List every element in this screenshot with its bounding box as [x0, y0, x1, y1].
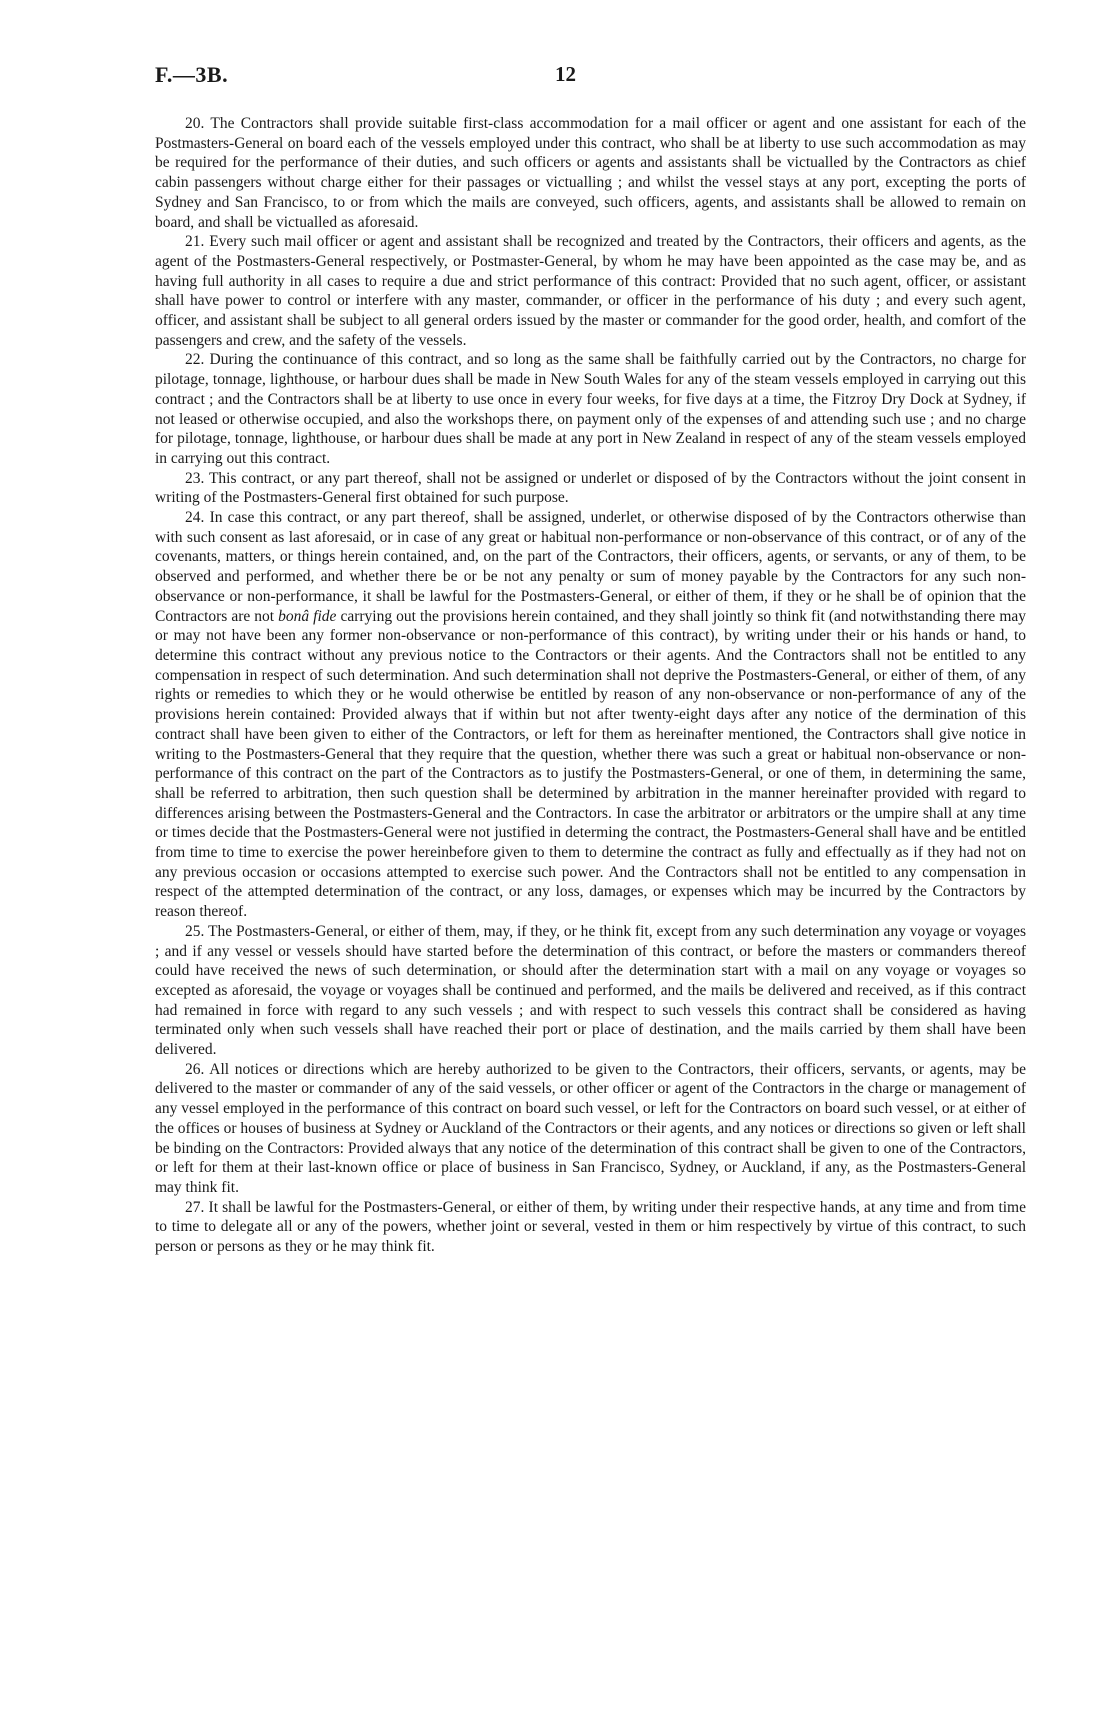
clause-21 — [155, 232, 1026, 350]
clause-20 — [155, 114, 1026, 232]
clause-23 — [155, 469, 1026, 508]
clause-text: The Contractors shall provide suitable first-class accommodation for a mail officer or agent and one assistant for each of the Postmasters-General on board each of the vessels employed under this contract, who shall be at liberty to use such accommodation as may be required for the performance of their duties, and such officers or agents and assistants shall be victualled by the Contractors as chief cabin passengers without charge either for their passages or victualling ; and whilst the vessel stays at any port, excepting the ports of Sydney and San Francisco, to or from which the mails are conveyed, such officers, agents, and assistants shall be allowed to remain on board, and shall be victualled as aforesaid. — [155, 115, 1026, 231]
document-reference: F.—3B. — [155, 62, 229, 87]
document-body — [155, 114, 1026, 1257]
clause-number: 24. — [185, 509, 205, 527]
page-header — [155, 58, 1026, 96]
clause-number: 27. — [185, 1198, 205, 1216]
clause-text-part-2: carrying out the provisions herein contained, and they shall jointly so think fit (and notwithstanding there may or may not have been any former non-observance or non-performance of this contract), by writing under their or his hands or hand, to determine this contract without any previous notice to the Contractors or their agents. And the Contractors shall not be entitled to any compensation in respect of such determination. And such determination shall not deprive the Postmasters-General, or either of them, of any rights or remedies to which they or he would otherwise be entitled by reason of any non-observance or non-performance of any of the provisions herein contained: Provided always that if within but not after twenty-eight days after any notice of the dermination of this contract shall have been given to either of the Contractors, or left for them as hereinafter mentioned, the Contractors shall give notice in writing to the Postmasters-General that they require that the question, whether there was such a great or habitual non-observance or non-performance of this contract on the part of the Contractors as to justify the Postmasters-General, or one of them, in determining the same, shall be referred to arbitration, then such question shall be determined by arbitration in the manner hereinafter provided with regard to differences arising between the Postmasters-General and the Contractors. In case the arbitrator or arbitrators or the umpire shall at any time or times decide that the Postmasters-General were not justified in determing the contract, the Postmasters-General shall have and be entitled from time to time to exercise the power hereinbefore given to them to determine the contract as fully and effectually as if they had not on any previous occasion or occasions attempted to exercise such power. And the Contractors shall not be entitled to any compensation in respect of the attempted determination of the contract, or any loss, damages, or expenses which may be incurred by the Contractors by reason thereof. — [155, 607, 1027, 921]
clause-22 — [155, 350, 1026, 468]
clause-26 — [155, 1060, 1026, 1198]
clause-text-part-1: In case this contract, or any part thereof, shall be assigned, underlet, or otherwise disposed of by the Contractors otherwise than with such consent as last aforesaid, or in case of any great or habitual non-performance or non-observance of this contract, or of any of the covenants, matters, or things herein contained, and, on the part of the Contractors, their officers, agents, or servants, or any of them, to be observed and performed, and whether there be or be not any penalty or sum of money payable by the Contractors for any such non-observance or non-performance, it shall be lawful for the Postmasters-General, or either of them, if they or he shall be of opinion that the Contractors are not — [155, 509, 1027, 625]
clause-number: 20. — [185, 115, 205, 132]
clause-number: 25. — [185, 922, 205, 940]
clause-number: 26. — [185, 1060, 205, 1078]
clause-text: Every such mail officer or agent and assistant shall be recognized and treated by the Contractors, their officers and agents, as the agent of the Postmasters-General respectively, or Postmaster-General, by whom he may have been appointed as the case may be, and as having full authority in all cases to require a due and strict performance of this contract: Provided that no such agent, officer, or assistant shall have power to control or interfere with any master, commander, or officer in the performance of his duty ; and every such agent, officer, and assistant shall be subject to all general orders issued by the master or commander for the good order, health, and comfort of the passengers and crew, and the safety of the vessels. — [155, 233, 1027, 349]
clause-number: 21. — [185, 233, 205, 251]
clause-text: The Postmasters-General, or either of them, may, if they, or he think fit, except from any such determination any voyage or voyages ; and if any vessel or vessels should have started before the determination of this contract, or before the masters or commanders thereof could have received the news of such determination, or should after the determination start with a mail on any voyage or voyages so excepted as aforesaid, the voyage or voyages shall be continued and performed, and the mails be delivered and received, as if this contract had remained in force with regard to any such vessels ; and with respect to such vessels this contract shall be considered as having terminated only when such vessels shall have reached their port or place of destination, and the mails carried by them shall have been delivered. — [155, 922, 1026, 1059]
page-number: 12 — [555, 62, 576, 86]
clause-text: During the continuance of this contract, and so long as the same shall be faithfully carried out by the Contractors, no charge for pilotage, tonnage, lighthouse, or harbour dues shall be made in New South Wales for any of the steam vessels employed in carrying out this contract ; and the Contractors shall be at liberty to use once in every four weeks, for five days at a time, the Fitzroy Dry Dock at Sydney, if not leased or otherwise occupied, and also the workshops there, on payment only of the expenses of and attending such use ; and no charge for pilotage, tonnage, lighthouse, or harbour dues shall be made at any port in New Zealand in respect of any of the steam vessels employed in carrying out this contract. — [155, 351, 1026, 467]
italic-phrase: bonâ fide — [278, 607, 337, 625]
clause-27 — [155, 1198, 1026, 1257]
clause-text: It shall be lawful for the Postmasters-General, or either of them, by writing under their respective hands, at any time and from time to time to delegate all or any of the powers, whether joint or several, vested in them or him respectively by virtue of this contract, to such person or persons as they or he may think fit. — [155, 1198, 1026, 1256]
clause-24 — [155, 508, 1026, 922]
clause-number: 22. — [185, 351, 205, 369]
clause-number: 23. — [185, 469, 205, 487]
clause-25 — [155, 922, 1026, 1060]
clause-text: All notices or directions which are hereby authorized to be given to the Contractors, their officers, servants, or agents, may be delivered to the master or commander of any of the said vessels, or other officer or agent of the Contractors in the charge or management of any vessel employed in the performance of this contract on board such vessel, or left for the Contractors on board such vessel, or at either of the offices or houses of business at Sydney or Auckland of the Contractors or their agents, and any notices or directions so given or left shall be binding on the Contractors: Provided always that any notice of the determination of this contract shall be given to one of the Contractors, or left for them at their last-known office or place of business in San Francisco, Sydney, or Auckland, if any, as the Postmasters-General may think fit. — [155, 1060, 1026, 1196]
clause-text: This contract, or any part thereof, shall not be assigned or underlet or disposed of by the Contractors without the joint consent in writing of the Postmasters-General first obtained for such purpose. — [155, 469, 1026, 507]
